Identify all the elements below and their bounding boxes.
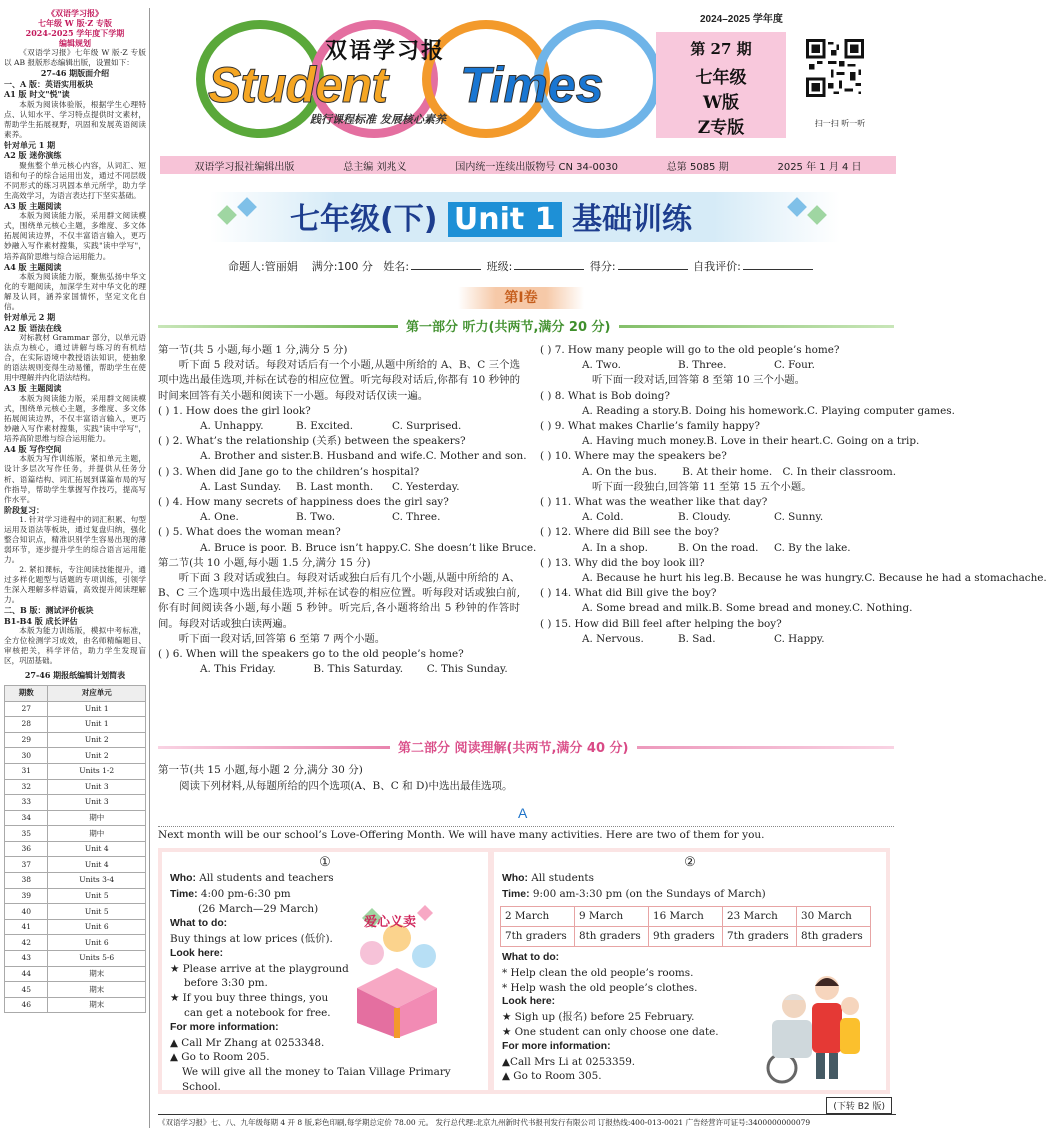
- issue-cell: 46: [5, 997, 48, 1013]
- sidebar-text: 2. 紧扣课标，专注阅读技能提升，通过多样化题型与话题的专项训练，引领学生深入理解多样语篇，高效提升阅读理解力。: [4, 565, 146, 605]
- sidebar-heading: A3 版 主题阅读: [4, 383, 62, 394]
- issue-cell: 33: [5, 795, 48, 811]
- question-stem[interactable]: ( ) 10. Where may the speakers be?: [540, 450, 727, 463]
- time-value: 9:00 am-3:30 pm (on the Sundays of March): [532, 887, 766, 900]
- listening-right-column: [540, 343, 1047, 647]
- part1-title: 第一部分 听力(共两节,满分 20 分): [398, 316, 619, 335]
- unit-cell: Unit 5: [48, 904, 146, 920]
- question-options: [158, 510, 520, 525]
- answer-option[interactable]: C. Surprised.: [392, 420, 462, 433]
- answer-option[interactable]: B. Three.: [678, 359, 727, 372]
- table-row: [5, 888, 146, 904]
- answer-option[interactable]: B. Sad.: [678, 632, 716, 645]
- plan-table-heading: 27-46 期报纸编辑计划简表: [24, 670, 126, 681]
- question-item: [540, 617, 896, 647]
- part2-title: 第二部分 阅读理解(共两节,满分 40 分): [390, 737, 637, 756]
- volume-label: 第Ⅰ卷: [458, 287, 584, 309]
- issue-cell: 29: [5, 732, 48, 748]
- sidebar-heading: B1-B4 版 成长评估: [4, 615, 78, 626]
- what-value: Buy things at low prices (低价).: [170, 932, 333, 945]
- issue-cell: 27: [5, 701, 48, 717]
- sidebar-title-line: 2024-2025 学年度下学期: [25, 28, 125, 38]
- sidebar-text: 对标教材 Grammar 部分，以单元语法点为核心，通过讲解与练习的有机结合，在实际语境中教授语法知识，使抽象的语法规则变得生动易懂，帮助学生在使用中理解并内化语法结构。: [4, 333, 146, 383]
- sidebar-text: 本版为阅读能力版，采用群文阅读模式，围绕单元核心主题，多维度、多文体拓展阅读边界，不仅丰富语言输入，更巧妙融入写作素材搜集，实践"读中学写"，培养高阶思维与综合运用能力。: [4, 393, 146, 443]
- answer-option[interactable]: A. In a shop.: [582, 541, 648, 554]
- question-stem[interactable]: ( ) 12. Where did Bill see the boy?: [540, 526, 719, 539]
- section2-directions: 听下面 3 段对话或独白。每段对话或独白后有几个小题,从题中所给的 A、B、C 三个选项中选出最佳选项,并标在试卷的相应位置。听每段对话或独白前,你有时间阅读各小题,每小题 5 秒钟。听完后,各小题将给出 5 秒钟的作答时间。每段对话或独白读两遍。: [158, 572, 520, 630]
- schedule-date: 23 March: [723, 907, 797, 927]
- unit-cell: Units 5-6: [48, 951, 146, 967]
- more-key: For more information:: [502, 1040, 611, 1052]
- sidebar-heading: A4 版 主题阅读: [4, 261, 62, 272]
- special-label: Z专版: [697, 118, 745, 138]
- what-key: What to do:: [502, 951, 560, 963]
- sidebar-heading: 一、A 版：英语实用板块: [4, 78, 93, 89]
- table-header: 对应单元: [48, 685, 146, 701]
- answer-option[interactable]: B. Love in their heart.: [706, 435, 823, 448]
- listening-left-column: [158, 343, 537, 677]
- cn-number: 国内统一连续出版物号 CN 34-0030: [455, 161, 618, 173]
- chief-editor: 总主编 刘兆义: [343, 161, 407, 173]
- reading-intro: [158, 762, 894, 794]
- sidebar-title-line: 《双语学习报》: [47, 8, 103, 18]
- sidebar-heading: A4 版 写作空间: [4, 443, 62, 454]
- passage-intro: Next month will be our school’s Love-Offering Month. We will have many activities. Here are two of them for you.: [158, 826, 894, 841]
- full-score: 满分:100 分: [311, 260, 373, 273]
- issue-cell: 39: [5, 888, 48, 904]
- logo-name-zh: 双语学习报: [325, 39, 446, 64]
- answer-option[interactable]: A. Cold.: [582, 511, 624, 524]
- question-options: [158, 662, 520, 677]
- class-label: 班级:: [486, 260, 513, 273]
- question-item: [540, 449, 896, 479]
- question-options: [540, 601, 913, 616]
- self-eval-label: 自我评价:: [693, 260, 741, 273]
- gift-box-caption: 爱心义卖: [364, 915, 417, 930]
- school-year: 2024–2025 学年度: [700, 14, 783, 25]
- time-key: Time:: [502, 888, 530, 900]
- unit-cell: Unit 5: [48, 888, 146, 904]
- answer-option[interactable]: C. Playing computer games.: [807, 404, 955, 417]
- table-row: [5, 919, 146, 935]
- sidebar-text: 聚焦整个单元核心内容，从词汇、短语和句子的综合运用出发，通过不同层级不同形式的练习巩固本单元所学，助力学生高效学习，为语言表达打下坚实基础。: [4, 160, 146, 200]
- self-eval-field[interactable]: [743, 260, 813, 270]
- question-item: [540, 389, 955, 419]
- look-line: ★ One student can only choose one date.: [502, 1025, 719, 1038]
- who-key: Who:: [170, 872, 196, 884]
- score-label: 得分:: [589, 260, 616, 273]
- section2-sub2: 听下面一段对话,回答第 8 至第 10 三个小题。: [592, 374, 805, 387]
- edition-label: W版: [702, 93, 740, 113]
- publication-bar: [160, 156, 896, 174]
- question-item: [158, 647, 520, 677]
- question-stem[interactable]: ( ) 8. What is Bob doing?: [540, 389, 670, 402]
- schedule-grade: 8th graders: [797, 927, 871, 947]
- answer-option[interactable]: C. Sunny.: [774, 511, 824, 524]
- unit-cell: Unit 1: [48, 717, 146, 733]
- schedule-date: 2 March: [501, 907, 575, 927]
- issue-cell: 45: [5, 982, 48, 998]
- question-item: [540, 556, 1047, 586]
- box-number: ①: [319, 855, 331, 870]
- unit-cell: 期末: [48, 966, 146, 982]
- sidebar-heading: A1 版 时文"悦"读: [4, 89, 70, 100]
- answer-option[interactable]: A. On the bus.: [582, 465, 657, 478]
- answer-option[interactable]: C. This Sunday.: [426, 663, 508, 676]
- passage-letter: A: [518, 805, 528, 821]
- look-key: Look here:: [502, 996, 556, 1008]
- answer-option[interactable]: C. In their classroom.: [782, 465, 896, 478]
- logo-name-en-2: Times: [460, 57, 604, 113]
- table-row: [5, 701, 146, 717]
- section1-directions: 听下面 5 段对话。每段对话后有一个小题,从题中所给的 A、B、C 三个选项中选出最佳选项,并标在试卷的相应位置。听完每段对话后,你都有 10 秒钟的时间来回答有关小题和阅读下一小题。每段对话仅读一遍。: [158, 359, 520, 402]
- question-item: [540, 419, 920, 449]
- box-ending: We will give all the money to Taian Village Primary School.: [182, 1066, 451, 1093]
- question-stem[interactable]: ( ) 11. What was the weather like that day?: [540, 496, 768, 509]
- answer-option[interactable]: A. This Friday.: [200, 663, 276, 676]
- title-grade: 七年级(下): [290, 202, 438, 237]
- issue-box: [656, 32, 786, 138]
- look-line: before 3:30 pm.: [184, 977, 268, 990]
- question-item: [158, 404, 520, 434]
- question-options: [540, 632, 896, 647]
- sidebar-text: 本版为能力训练版，模拟中考标准，全方位检测学习成效，由名师精编题目、审核把关，科学评估，助力学生发现盲区，巩固基础。: [4, 626, 146, 666]
- answer-option[interactable]: C. Because he had a stomachache.: [864, 572, 1047, 585]
- table-row: [5, 935, 146, 951]
- logo-name-en-1: Student: [208, 57, 388, 113]
- answer-option[interactable]: A. Having much money.: [582, 435, 707, 448]
- more-line: ▲ Call Mr Zhang at 0253348.: [170, 1036, 325, 1049]
- schedule-grade: 7th graders: [501, 927, 575, 947]
- unit-cell: Unit 3: [48, 795, 146, 811]
- question-stem[interactable]: ( ) 15. How did Bill feel after helping the boy?: [540, 617, 782, 630]
- time-value: 4:00 pm-6:30 pm: [200, 887, 291, 900]
- question-item: [540, 525, 896, 555]
- unit-cell: Unit 1: [48, 701, 146, 717]
- question-stem[interactable]: ( ) 7. How many people will go to the old people’s home?: [540, 344, 840, 356]
- question-stem[interactable]: ( ) 5. What does the woman mean?: [158, 526, 341, 539]
- question-options: [158, 449, 527, 464]
- question-item: [540, 495, 896, 525]
- reading-directions: 阅读下列材料,从每题所给的四个选项(A、B、C 和 D)中选出最佳选项。: [179, 780, 513, 792]
- question-options: [540, 541, 896, 556]
- answer-option[interactable]: C. Mother and son.: [425, 450, 527, 463]
- who-value: All students: [531, 871, 594, 884]
- table-header: 期数: [5, 685, 48, 701]
- publisher: 双语学习报社编辑出版: [194, 161, 295, 173]
- answer-option[interactable]: C. Yesterday.: [392, 480, 460, 493]
- answer-option[interactable]: B. Husband and wife.: [312, 450, 426, 463]
- answer-option[interactable]: B. Some bread and money.: [711, 602, 853, 615]
- question-options: [540, 404, 955, 419]
- issue-cell: 28: [5, 717, 48, 733]
- issue-cell: 44: [5, 966, 48, 982]
- more-key: For more information:: [170, 1021, 279, 1033]
- question-item: [158, 465, 520, 495]
- time-range: (26 March—29 March): [198, 903, 319, 916]
- qr-caption: 扫一扫 听一听: [814, 119, 866, 128]
- qr-code-icon[interactable]: [806, 36, 864, 100]
- volunteer-illustration: [752, 958, 872, 1086]
- answer-option[interactable]: A. Last Sunday.: [200, 480, 282, 493]
- question-stem[interactable]: ( ) 2. What’s the relationship (关系) between the speakers?: [158, 435, 466, 448]
- table-row: [5, 732, 146, 748]
- sidebar-text: 本版为阅读能力版，聚焦弘扬中华文化的专题阅读，加深学生对中华文化的理解及认同，涵养家国情怀，坚定文化自信。: [4, 272, 146, 312]
- table-row: [5, 717, 146, 733]
- table-row: [5, 795, 146, 811]
- answer-option[interactable]: A. Because he hurt his leg.: [582, 572, 724, 585]
- unit-cell: Unit 2: [48, 748, 146, 764]
- schedule-grade: 8th graders: [575, 927, 649, 947]
- unit-cell: 期末: [48, 982, 146, 998]
- answer-option[interactable]: B. Doing his homework.: [680, 404, 808, 417]
- sidebar-issue-heading: 27-46 期版面介绍: [40, 68, 110, 79]
- sidebar-text: 本版为阅读能力版，采用群文阅读模式，围绕单元核心主题，多维度、多文体拓展阅读边界，不仅丰富语言输入，更巧妙融入写作素材搜集，实践"读中学写"，培养高阶思维与综合运用能力。: [4, 211, 146, 261]
- plan-table: [4, 685, 146, 1013]
- table-row: [5, 904, 146, 920]
- sidebar-heading: 针对单元 1 期: [4, 139, 56, 150]
- question-options: [540, 358, 896, 373]
- total-issue: 总第 5085 期: [666, 161, 729, 173]
- activity-box-1: [162, 852, 488, 1093]
- look-key: Look here:: [170, 947, 224, 959]
- unit-cell: 期中: [48, 826, 146, 842]
- title-type: 基础训练: [572, 202, 692, 237]
- issue-cell: 30: [5, 748, 48, 764]
- logo-tagline: 践行课程标准 发展核心素养: [310, 113, 446, 126]
- question-stem[interactable]: ( ) 6. When will the speakers go to the old people’s home?: [158, 648, 464, 661]
- schedule-date: 16 March: [649, 907, 723, 927]
- issue-cell: 32: [5, 779, 48, 795]
- section2-heading: 第二节(共 10 小题,每小题 1.5 分,满分 15 分): [158, 556, 371, 569]
- unit-cell: Unit 3: [48, 779, 146, 795]
- answer-option[interactable]: A. Unhappy.: [200, 420, 264, 433]
- unit-cell: Units 1-2: [48, 763, 146, 779]
- issue-cell: 40: [5, 904, 48, 920]
- issue-cell: 36: [5, 841, 48, 857]
- table-row: [5, 966, 146, 982]
- what-line: * Help wash the old people’s clothes.: [502, 981, 698, 994]
- sidebar-text: 本版为阅读体验版，根据学生心理特点、认知水平、学习特点提供时文素材，帮助学生拓展视野，巩固和发展英语阅读素养。: [4, 99, 146, 139]
- question-stem[interactable]: ( ) 3. When did Jane go to the children’s hospital?: [158, 465, 420, 478]
- sidebar-title: [4, 8, 146, 48]
- table-row: [5, 763, 146, 779]
- table-row: [5, 857, 146, 873]
- question-stem[interactable]: ( ) 14. What did Bill give the boy?: [540, 587, 717, 600]
- question-item: [158, 434, 527, 464]
- schedule-date: 9 March: [575, 907, 649, 927]
- name-label: 姓名:: [383, 260, 410, 273]
- class-field[interactable]: [514, 260, 584, 270]
- question-stem[interactable]: ( ) 9. What makes Charlie’s family happy?: [540, 420, 760, 433]
- answer-option[interactable]: C. By the lake.: [774, 541, 851, 554]
- issue-number: 第 27 期: [690, 40, 752, 58]
- sidebar-text: 1. 针对学习进程中的词汇积累、句型运用及语法等板块，通过复盘归纳，强化整合知识点，精准识别学生容易出现的薄弱环节，逐步提升学生的综合语言运用能力。: [4, 515, 146, 565]
- answer-option[interactable]: C. Nothing.: [852, 602, 913, 615]
- question-options: [158, 419, 520, 434]
- answer-option[interactable]: A. Reading a story.: [582, 404, 681, 417]
- answer-option[interactable]: B. Two.: [296, 511, 336, 524]
- question-item: [540, 343, 896, 373]
- answer-option[interactable]: B. Last month.: [296, 480, 374, 493]
- question-options: [540, 510, 896, 525]
- sidebar-heading: A3 版 主题阅读: [4, 200, 62, 211]
- unit-cell: Unit 6: [48, 919, 146, 935]
- more-line: ▲ Go to Room 305.: [502, 1070, 602, 1083]
- answer-option[interactable]: A. One.: [200, 511, 239, 524]
- table-row: [5, 951, 146, 967]
- answer-option[interactable]: A. Some bread and milk.: [582, 602, 712, 615]
- unit-cell: Unit 4: [48, 857, 146, 873]
- section2-sub1: 听下面一段对话,回答第 6 至第 7 两个小题。: [178, 632, 386, 645]
- unit-cell: Unit 4: [48, 841, 146, 857]
- time-key: Time:: [170, 888, 198, 900]
- question-item: [158, 525, 537, 555]
- grade-label: 七年级: [695, 68, 747, 88]
- author: 命题人:管丽娟: [228, 260, 298, 273]
- answer-option[interactable]: C. Three.: [392, 511, 441, 524]
- sidebar-title-line: 编辑规划: [59, 38, 91, 48]
- gift-box-illustration: [342, 898, 452, 1038]
- issue-cell: 34: [5, 810, 48, 826]
- answer-option[interactable]: B. This Saturday.: [313, 663, 403, 676]
- issue-date: 2025 年 1 月 4 日: [777, 161, 862, 173]
- question-options: [540, 465, 896, 480]
- unit-cell: Units 3-4: [48, 873, 146, 889]
- answer-option[interactable]: B. Excited.: [296, 420, 354, 433]
- table-row: [5, 779, 146, 795]
- title-banner: [160, 186, 896, 246]
- question-item: [158, 495, 520, 525]
- what-key: What to do:: [170, 918, 228, 930]
- sidebar-heading: A2 版 迷你演练: [4, 150, 62, 161]
- more-line: ▲ Go to Room 205.: [170, 1051, 270, 1064]
- question-options: [158, 480, 520, 495]
- sidebar-heading: 针对单元 2 期: [4, 312, 56, 323]
- sidebar-text: 本版为写作训练版，紧扣单元主题，设计多层次写作任务，并提供从任务分析、语篇结构、词汇拓展到谋篇布局的写作指导，帮助学生掌握写作技巧，提高写作水平。: [4, 454, 146, 504]
- issue-cell: 37: [5, 857, 48, 873]
- look-line: can get a notebook for free.: [184, 1006, 331, 1019]
- section2-sub3: 听下面一段独白,回答第 11 至第 15 五个小题。: [592, 480, 812, 493]
- name-field[interactable]: [411, 260, 481, 270]
- sidebar-heading: 二、B 版：测试评价板块: [4, 605, 94, 616]
- issue-cell: 38: [5, 873, 48, 889]
- issue-cell: 42: [5, 935, 48, 951]
- more-line: ▲Call Mrs Li at 0253359.: [502, 1055, 636, 1068]
- answer-option[interactable]: B. Cloudy.: [678, 511, 731, 524]
- title-unit: Unit 1: [448, 202, 562, 237]
- answer-option[interactable]: A. Nervous.: [582, 632, 644, 645]
- sidebar-heading: 阶段复习：: [4, 504, 44, 515]
- issue-cell: 43: [5, 951, 48, 967]
- answer-option[interactable]: C. Happy.: [774, 632, 825, 645]
- who-key: Who:: [502, 872, 528, 884]
- look-line: ★ Sigh up (报名) before 25 February.: [502, 1011, 695, 1024]
- look-line: ★ If you buy three things, you: [170, 992, 329, 1005]
- answer-option[interactable]: C. She doesn’t like Bruce.: [400, 541, 537, 554]
- answer-option[interactable]: B. Because he was hungry.: [723, 572, 865, 585]
- reading-section1-heading: 第一节(共 15 小题,每小题 2 分,满分 30 分): [158, 764, 363, 776]
- answer-option[interactable]: A. Bruce is poor.: [200, 541, 287, 554]
- activity-boxes: [158, 848, 890, 1094]
- answer-option[interactable]: A. Brother and sister.: [200, 450, 313, 463]
- what-line: * Help clean the old people’s rooms.: [502, 966, 694, 979]
- schedule-grade: 9th graders: [649, 927, 723, 947]
- answer-option[interactable]: B. On the road.: [678, 541, 759, 554]
- who-value: All students and teachers: [199, 871, 334, 884]
- question-stem[interactable]: ( ) 13. Why did the boy look ill?: [540, 556, 705, 569]
- table-row: [5, 810, 146, 826]
- sidebar-intro: 《双语学习报》七年级 W 版·Z 专版以 AB 报版形态编辑出版，设置如下：: [4, 48, 146, 68]
- look-line: ★ Please arrive at the playground: [170, 962, 349, 975]
- schedule-table: [500, 906, 871, 947]
- question-options: [540, 434, 920, 449]
- exam-info-line: [228, 258, 815, 274]
- table-row: [5, 841, 146, 857]
- question-stem[interactable]: ( ) 4. How many secrets of happiness does the girl say?: [158, 496, 449, 509]
- activity-box-2: [494, 852, 886, 1090]
- table-row: [5, 826, 146, 842]
- question-options: [158, 541, 537, 556]
- sidebar-title-line: 七年级 W 版·Z 专版: [38, 18, 112, 28]
- answer-option[interactable]: B. At their home.: [682, 465, 773, 478]
- section1-heading: 第一节(共 5 小题,每小题 1 分,满分 5 分): [158, 344, 348, 356]
- masthead: [160, 6, 896, 156]
- question-options: [540, 571, 1047, 586]
- table-row: [5, 997, 146, 1013]
- schedule-grade: 7th graders: [723, 927, 797, 947]
- issue-cell: 35: [5, 826, 48, 842]
- unit-cell: 期末: [48, 997, 146, 1013]
- editorial-sidebar: [4, 8, 150, 1128]
- unit-cell: Unit 6: [48, 935, 146, 951]
- answer-option[interactable]: C. Going on a trip.: [822, 435, 920, 448]
- issue-cell: 41: [5, 919, 48, 935]
- issue-cell: 31: [5, 763, 48, 779]
- question-item: [540, 586, 913, 616]
- unit-cell: Unit 2: [48, 732, 146, 748]
- table-row: [5, 873, 146, 889]
- answer-option[interactable]: A. Two.: [582, 359, 621, 372]
- continued-note: (下转 B2 版): [826, 1097, 892, 1114]
- table-row: [5, 748, 146, 764]
- page-title: [290, 194, 692, 238]
- unit-cell: 期中: [48, 810, 146, 826]
- table-row: [5, 982, 146, 998]
- part2-header: [158, 737, 894, 757]
- schedule-date: 30 March: [797, 907, 871, 927]
- footer: 《双语学习报》七、八、九年级每期 4 开 8 版,彩色印刷,每学期总定价 78.00 元。 发行总代理:北京九州新时代书报刊发行有限公司 订报热线:400-013-0021 广告经营许可证号:3400000000079: [158, 1114, 896, 1128]
- score-field[interactable]: [618, 260, 688, 270]
- part1-header: [158, 316, 894, 336]
- answer-option[interactable]: B. Bruce isn’t happy.: [291, 541, 400, 554]
- sidebar-heading: A2 版 语法在线: [4, 322, 62, 333]
- question-stem[interactable]: ( ) 1. How does the girl look?: [158, 404, 311, 417]
- answer-option[interactable]: C. Four.: [774, 359, 815, 372]
- box-number: ②: [684, 855, 696, 870]
